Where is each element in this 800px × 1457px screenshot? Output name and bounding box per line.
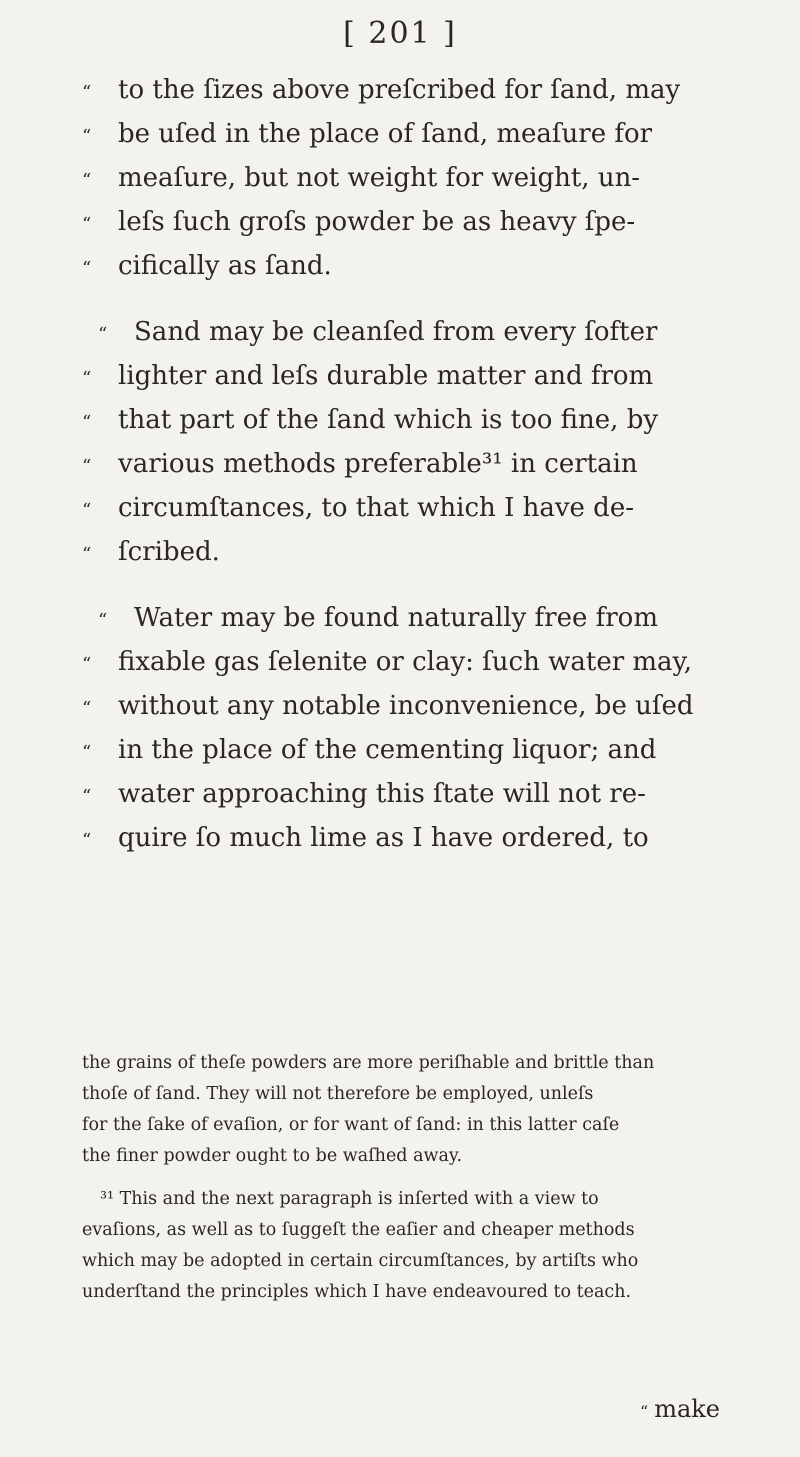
text-line: “ in the place of the cementing liquor; and	[82, 728, 782, 772]
text-line: “ meaſure, but not weight for weight, un-	[82, 156, 782, 200]
quote-mark: “	[82, 698, 92, 719]
text-line: “ lighter and leſs durable matter and from	[82, 354, 782, 398]
footnote-line: evaſions, as well as to ſuggeſt the eaſier and cheaper methods	[82, 1220, 635, 1240]
footnote-line: the finer powder ought to be waſhed away.	[82, 1146, 463, 1166]
quote-mark: “	[82, 170, 92, 191]
footnote-line: underſtand the principles which I have endeavoured to teach.	[82, 1282, 632, 1302]
quote-mark: “	[82, 544, 92, 565]
quote-mark: “	[98, 324, 108, 345]
text-line: “ circumſtances, to that which I have de-	[82, 486, 782, 530]
text-line: “ be uſed in the place of ſand, meaſure for	[82, 112, 782, 156]
text-line: “ various methods preferable³¹ in certain	[82, 442, 782, 486]
text-line: “ quire ſo much lime as I have ordered, to	[82, 816, 782, 860]
footnote-31	[82, 1184, 782, 1308]
quote-mark: “	[82, 258, 92, 279]
main-text	[82, 68, 782, 860]
page-number: [ 201 ]	[343, 16, 457, 51]
text-line: “ that part of the ſand which is too fine, by	[82, 398, 782, 442]
catchword: “ make	[640, 1395, 720, 1423]
quote-mark: “	[82, 126, 92, 147]
footnote-continued	[82, 1048, 782, 1172]
quote-mark: “	[82, 742, 92, 763]
paragraph-1	[82, 68, 782, 288]
text-line: “ leſs ſuch groſs powder be as heavy ſpe-	[82, 200, 782, 244]
text-line: “ fixable gas ſelenite or clay: ſuch water may,	[82, 640, 782, 684]
paragraph-3	[82, 596, 782, 860]
footnote-line: for the ſake of evaſion, or for want of ſand: in this latter caſe	[82, 1115, 620, 1135]
quote-mark: “	[82, 786, 92, 807]
footnote-line: the grains of theſe powders are more periſhable and brittle than	[82, 1053, 655, 1073]
quote-mark: “	[82, 412, 92, 433]
quote-mark: “	[82, 82, 92, 103]
text-line: “ Water may be found naturally free from	[82, 596, 782, 640]
quote-mark: “	[640, 1402, 649, 1421]
footnote-line: ³¹ This and the next paragraph is inſerted with a view to	[100, 1189, 599, 1209]
text-line: “ to the ſizes above preſcribed for ſand, may	[82, 68, 782, 112]
quote-mark: “	[82, 456, 92, 477]
text-line: “ cifically as ſand.	[82, 244, 782, 288]
quote-mark: “	[98, 610, 108, 631]
quote-mark: “	[82, 214, 92, 235]
quote-mark: “	[82, 830, 92, 851]
text-line: “ water approaching this ſtate will not re-	[82, 772, 782, 816]
quote-mark: “	[82, 500, 92, 521]
quote-mark: “	[82, 654, 92, 675]
text-line: “ without any notable inconvenience, be uſed	[82, 684, 782, 728]
text-line: “ ſcribed.	[82, 530, 782, 574]
footnote-line: thoſe of ſand. They will not therefore be employed, unleſs	[82, 1084, 594, 1104]
text-line: “ Sand may be cleanſed from every ſofter	[82, 310, 782, 354]
footnote-line: which may be adopted in certain circumſtances, by artiſts who	[82, 1251, 639, 1271]
paragraph-2	[82, 310, 782, 574]
quote-mark: “	[82, 368, 92, 389]
footnotes	[82, 1048, 782, 1308]
